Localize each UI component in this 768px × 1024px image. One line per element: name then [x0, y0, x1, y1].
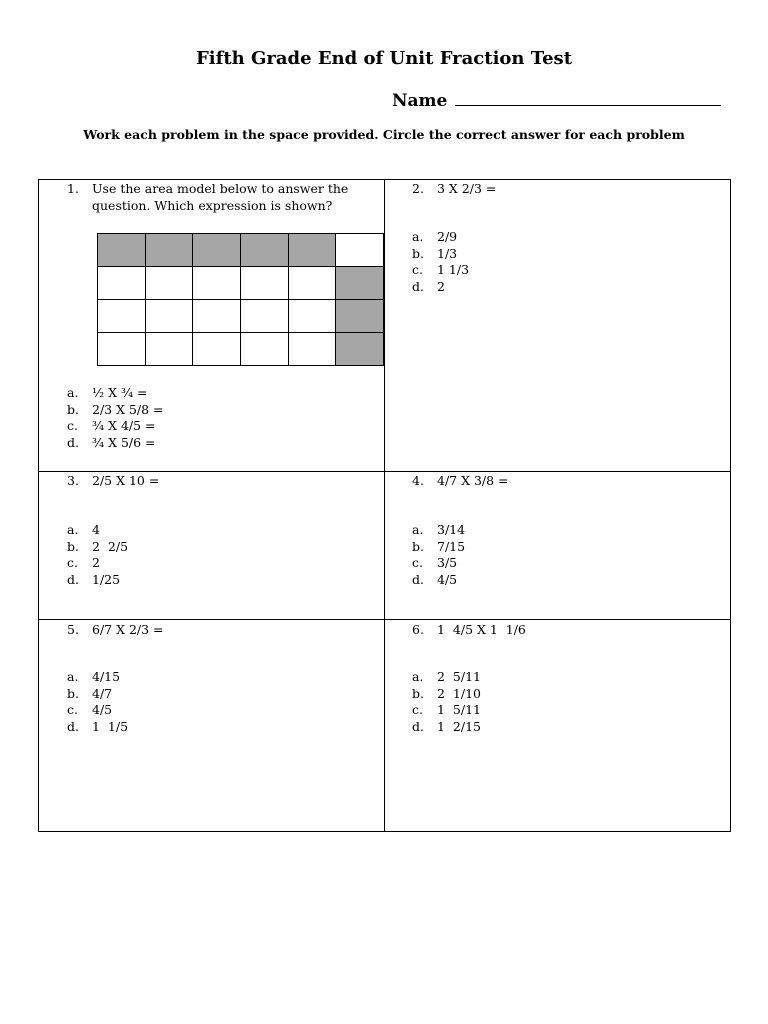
answer-choices: [412, 229, 712, 295]
choice-d[interactable]: d. 2: [412, 278, 445, 294]
question-text: 6/7 X 2/3 =: [92, 622, 164, 637]
problem-question: [412, 472, 712, 489]
area-model-cell: [193, 300, 241, 333]
name-label: Name: [392, 91, 448, 111]
choice-c[interactable]: c. 2: [67, 555, 100, 570]
problem-number: 5.: [67, 622, 79, 637]
area-model-row: [98, 267, 384, 300]
area-model-cell-shaded: [336, 300, 384, 333]
area-model-cell: [336, 234, 384, 267]
problem-number: 3.: [67, 473, 79, 488]
area-model-cell: [288, 333, 336, 366]
area-model-cell: [240, 333, 288, 366]
choice-b[interactable]: b. 7/15: [412, 538, 466, 554]
problem-6: [412, 621, 712, 735]
problem-question: [67, 472, 367, 489]
area-model-cell-shaded: [336, 333, 384, 366]
area-model-cell: [240, 300, 288, 333]
problem-1: [67, 180, 367, 470]
choice-d[interactable]: d. 4/5: [412, 571, 458, 587]
choice-a[interactable]: a. 2/9: [412, 229, 458, 244]
answer-choices: [412, 669, 712, 735]
area-model-cell: [145, 267, 193, 300]
choice-d[interactable]: d. 1 2/15: [412, 718, 481, 734]
choice-c[interactable]: c. 1 1/3: [412, 262, 470, 277]
question-text: 4/7 X 3/8 =: [437, 473, 509, 488]
area-model-cell: [288, 300, 336, 333]
area-model-cell-shaded: [288, 234, 336, 267]
choice-c[interactable]: c. 1 5/11: [412, 702, 481, 717]
problems-grid: [38, 179, 731, 832]
area-model-grid: [97, 233, 384, 366]
choice-b[interactable]: b. 2 2/5: [67, 538, 129, 554]
choice-b[interactable]: b. 4/7: [67, 685, 113, 701]
area-model-cell: [98, 267, 146, 300]
problem-question: [412, 621, 712, 638]
area-model-cell-shaded: [193, 234, 241, 267]
question-text: Use the area model below to answer the question. Which expression is shown?: [92, 181, 349, 213]
choice-a[interactable]: a. ½ X ¾ =: [67, 385, 148, 400]
problem-5: [67, 621, 367, 735]
area-model-cell: [193, 267, 241, 300]
choice-d[interactable]: d. 1 1/5: [67, 718, 129, 734]
area-model-cell-shaded: [240, 234, 288, 267]
answer-choices: [412, 522, 712, 588]
problem-number: 4.: [412, 473, 424, 488]
page-title: Fifth Grade End of Unit Fraction Test: [195, 48, 573, 69]
choice-a[interactable]: a. 4: [67, 522, 100, 537]
problem-number: 6.: [412, 622, 424, 637]
answer-choices: [67, 669, 367, 735]
problem-3: [67, 472, 367, 588]
answer-choices: [67, 385, 347, 451]
question-text: 3 X 2/3 =: [437, 181, 497, 196]
area-model-cell: [98, 333, 146, 366]
area-model-cell-shaded: [336, 267, 384, 300]
choice-d[interactable]: d. ¾ X 5/6 =: [67, 434, 156, 450]
answer-choices: [67, 522, 367, 588]
question-text: 2/5 X 10 =: [92, 473, 160, 488]
question-text: 1 4/5 X 1 1/6: [437, 622, 526, 637]
area-model-cell: [240, 267, 288, 300]
choice-b[interactable]: b. 1/3: [412, 245, 458, 261]
problem-number: 1.: [67, 181, 79, 196]
name-field-row: [392, 89, 721, 111]
choice-a[interactable]: a. 2 5/11: [412, 669, 481, 684]
problem-4: [412, 472, 712, 588]
area-model-cell-shaded: [98, 234, 146, 267]
area-model-cell: [193, 333, 241, 366]
choice-d[interactable]: d. 1/25: [67, 571, 121, 587]
area-model-row: [98, 300, 384, 333]
area-model-cell: [98, 300, 146, 333]
area-model-cell: [145, 333, 193, 366]
problem-question: [67, 180, 367, 214]
problem-number: 2.: [412, 181, 424, 196]
area-model-row: [98, 234, 384, 267]
choice-c[interactable]: c. 4/5: [67, 702, 113, 717]
problem-question: [67, 621, 367, 638]
choice-a[interactable]: a. 3/14: [412, 522, 466, 537]
choice-c[interactable]: c. ¾ X 4/5 =: [67, 418, 156, 433]
area-model-cell-shaded: [145, 234, 193, 267]
instructions: Work each problem in the space provided. Circle the correct answer for each problem: [83, 127, 685, 142]
problem-question: [412, 180, 712, 197]
problem-2: [412, 180, 712, 295]
grid-divider-vertical: [384, 180, 385, 831]
choice-c[interactable]: c. 3/5: [412, 555, 458, 570]
grid-divider-horizontal: [39, 619, 730, 620]
area-model-row: [98, 333, 384, 366]
choice-b[interactable]: b. 2/3 X 5/8 =: [67, 401, 164, 417]
name-blank-line[interactable]: [455, 89, 721, 106]
area-model-cell: [145, 300, 193, 333]
choice-b[interactable]: b. 2 1/10: [412, 685, 481, 701]
area-model-cell: [288, 267, 336, 300]
choice-a[interactable]: a. 4/15: [67, 669, 121, 684]
